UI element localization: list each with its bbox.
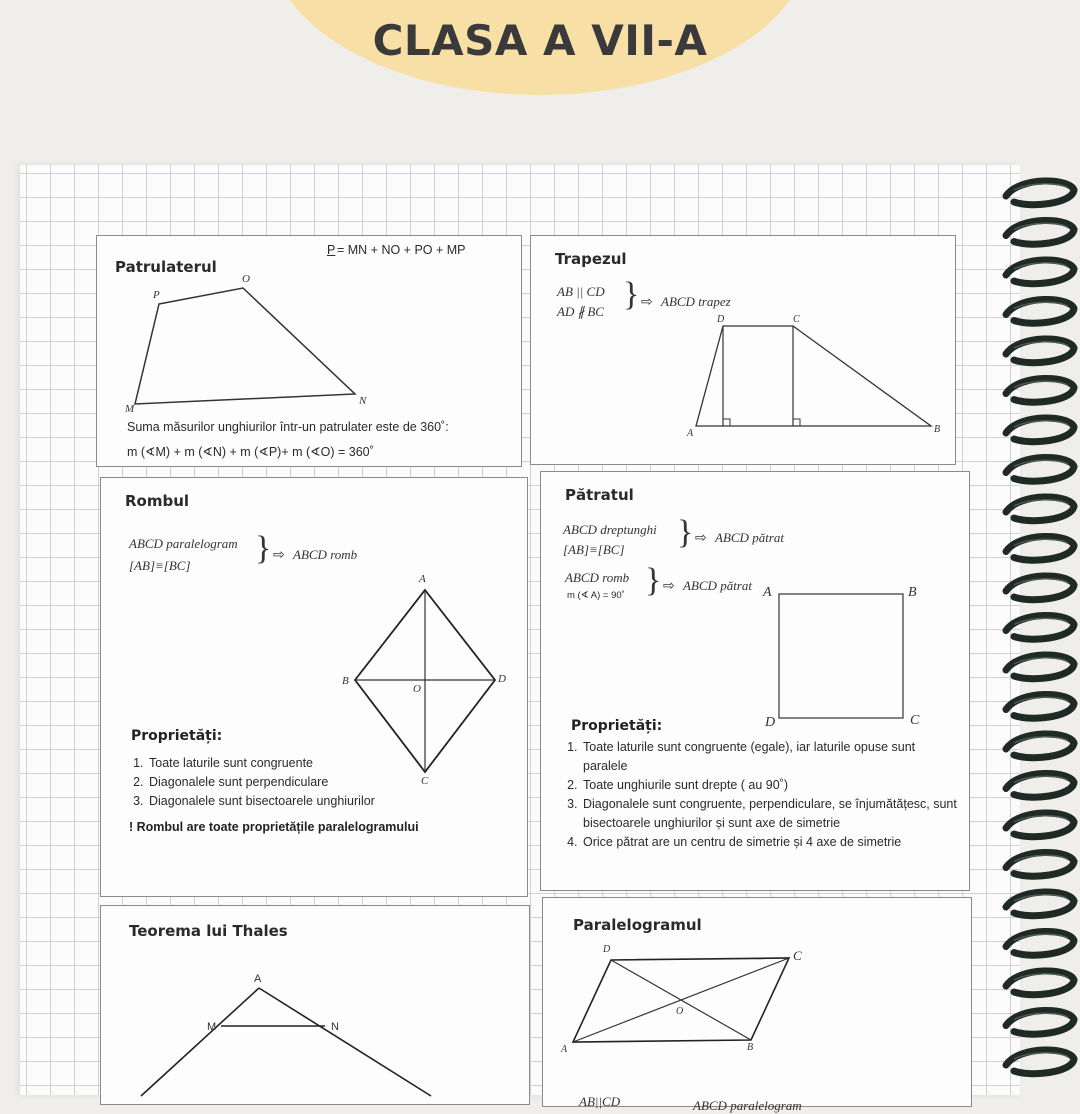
- rhombus-figure: [101, 478, 529, 898]
- properties-title: Proprietăți:: [131, 728, 223, 744]
- card-title: Pătratul: [565, 486, 634, 504]
- brace-icon: }: [255, 530, 272, 567]
- center-label-o: O: [676, 1006, 684, 1017]
- implies-arrow-icon: ⇨: [273, 546, 285, 562]
- vertex-label-a: A: [419, 573, 426, 585]
- properties-list: [129, 754, 407, 811]
- vertex-label-d: D: [603, 944, 611, 955]
- card-title: Paralelogramul: [573, 916, 702, 934]
- card-trapezul: [530, 235, 956, 465]
- vertex-label-b: B: [934, 424, 941, 435]
- implies-arrow-icon: ⇨: [663, 577, 675, 593]
- property-item: 1. Toate laturile sunt congruente (egale), iar laturile opuse sunt paralele: [581, 738, 961, 776]
- implies-arrow-icon: ⇨: [695, 529, 707, 545]
- property-item: 4. Orice pătrat are un centru de simetrie și 4 axe de simetrie: [581, 833, 961, 852]
- point-label-n: N: [331, 1021, 339, 1033]
- condition-2: AD ∦ BC: [557, 304, 604, 319]
- brace-icon: }: [645, 562, 662, 599]
- vertex-label-o: O: [242, 273, 250, 285]
- vertex-label-a: A: [763, 585, 772, 600]
- condition-1: ABCD paralelogram: [129, 536, 238, 551]
- card-paralelogramul: [542, 897, 972, 1113]
- properties-title: Proprietăți:: [571, 718, 663, 734]
- vertex-label-p: P: [153, 289, 160, 301]
- conclusion-2: ABCD pătrat: [683, 578, 752, 593]
- vertex-label-n: N: [359, 395, 367, 407]
- notebook-page: [20, 165, 1020, 1113]
- conclusion-1: ABCD pătrat: [715, 530, 784, 545]
- condition-2: [AB]≡[BC]: [129, 558, 191, 573]
- condition-2: [AB]≡[BC]: [563, 542, 625, 557]
- vertex-label-b: B: [747, 1042, 754, 1053]
- parallelogram-figure: [543, 898, 973, 1108]
- property-item: 1. Toate laturile sunt congruente: [147, 754, 407, 773]
- card-patratul: [540, 471, 970, 891]
- condition-1: AB||CD: [579, 1094, 621, 1109]
- vertex-label-b: B: [908, 585, 917, 600]
- card-title: Trapezul: [555, 250, 627, 268]
- trapezoid-figure: [531, 236, 957, 466]
- card-title: Patrulaterul: [115, 258, 217, 276]
- vertex-label-d: D: [498, 673, 506, 685]
- point-label-m: M: [207, 1021, 217, 1033]
- perimeter-formula: = MN + NO + PO + MP: [337, 243, 466, 257]
- conclusion: ABCD paralelogram: [693, 1098, 802, 1113]
- properties-list: [563, 738, 961, 852]
- card-title: Rombul: [125, 492, 190, 510]
- brace-icon: }: [623, 276, 640, 313]
- conclusion: ABCD trapez: [661, 294, 731, 309]
- center-label-o: O: [413, 683, 421, 695]
- rhombus-note: ! Rombul are toate proprietățile paralelogramului: [129, 820, 419, 834]
- vertex-label-c: C: [793, 948, 802, 963]
- page-title: CLASA A VII-A: [372, 16, 708, 65]
- vertex-label-m: M: [125, 403, 135, 415]
- vertex-label-d: D: [717, 314, 725, 325]
- vertex-label-c: C: [793, 314, 800, 325]
- perimeter-label: P: [327, 243, 336, 257]
- spiral-binding: [1000, 170, 1080, 1080]
- condition-4: m (∢ A) = 90˚: [567, 590, 625, 601]
- card-patrulaterul: [96, 235, 522, 467]
- vertex-label-c: C: [421, 775, 429, 787]
- condition-1: ABCD dreptunghi: [563, 522, 657, 537]
- condition-1: AB || CD: [557, 284, 605, 299]
- property-item: 3. Diagonalele sunt bisectoarele unghiurilor: [147, 792, 407, 811]
- condition-3: ABCD romb: [565, 570, 630, 585]
- angle-sum-formula: m (∢M) + m (∢N) + m (∢P)+ m (∢O) = 360˚: [127, 445, 374, 459]
- vertex-label-a: A: [254, 973, 262, 985]
- card-rombul: [100, 477, 528, 897]
- vertex-label-a: A: [561, 1044, 568, 1055]
- card-thales: [100, 905, 530, 1105]
- brace-icon: }: [677, 514, 694, 551]
- angle-sum-text: Suma măsurilor unghiurilor într-un patrulater este de 360˚:: [127, 420, 449, 434]
- property-item: 3. Diagonalele sunt congruente, perpendiculare, se înjumătățesc, sunt bisectoarele unghiurilor și sunt axe de simetrie: [581, 795, 961, 833]
- vertex-label-b: B: [342, 675, 349, 687]
- vertex-label-d: D: [765, 715, 776, 730]
- card-title: Teorema lui Thales: [129, 922, 288, 940]
- conclusion: ABCD romb: [293, 547, 358, 562]
- thales-triangle-figure: [101, 906, 531, 1106]
- property-item: 2. Diagonalele sunt perpendiculare: [147, 773, 407, 792]
- vertex-label-c: C: [910, 713, 920, 728]
- implies-arrow-icon: ⇨: [641, 293, 653, 309]
- property-item: 2. Toate unghiurile sunt drepte ( au 90˚): [581, 776, 961, 795]
- vertex-label-a: A: [687, 428, 694, 439]
